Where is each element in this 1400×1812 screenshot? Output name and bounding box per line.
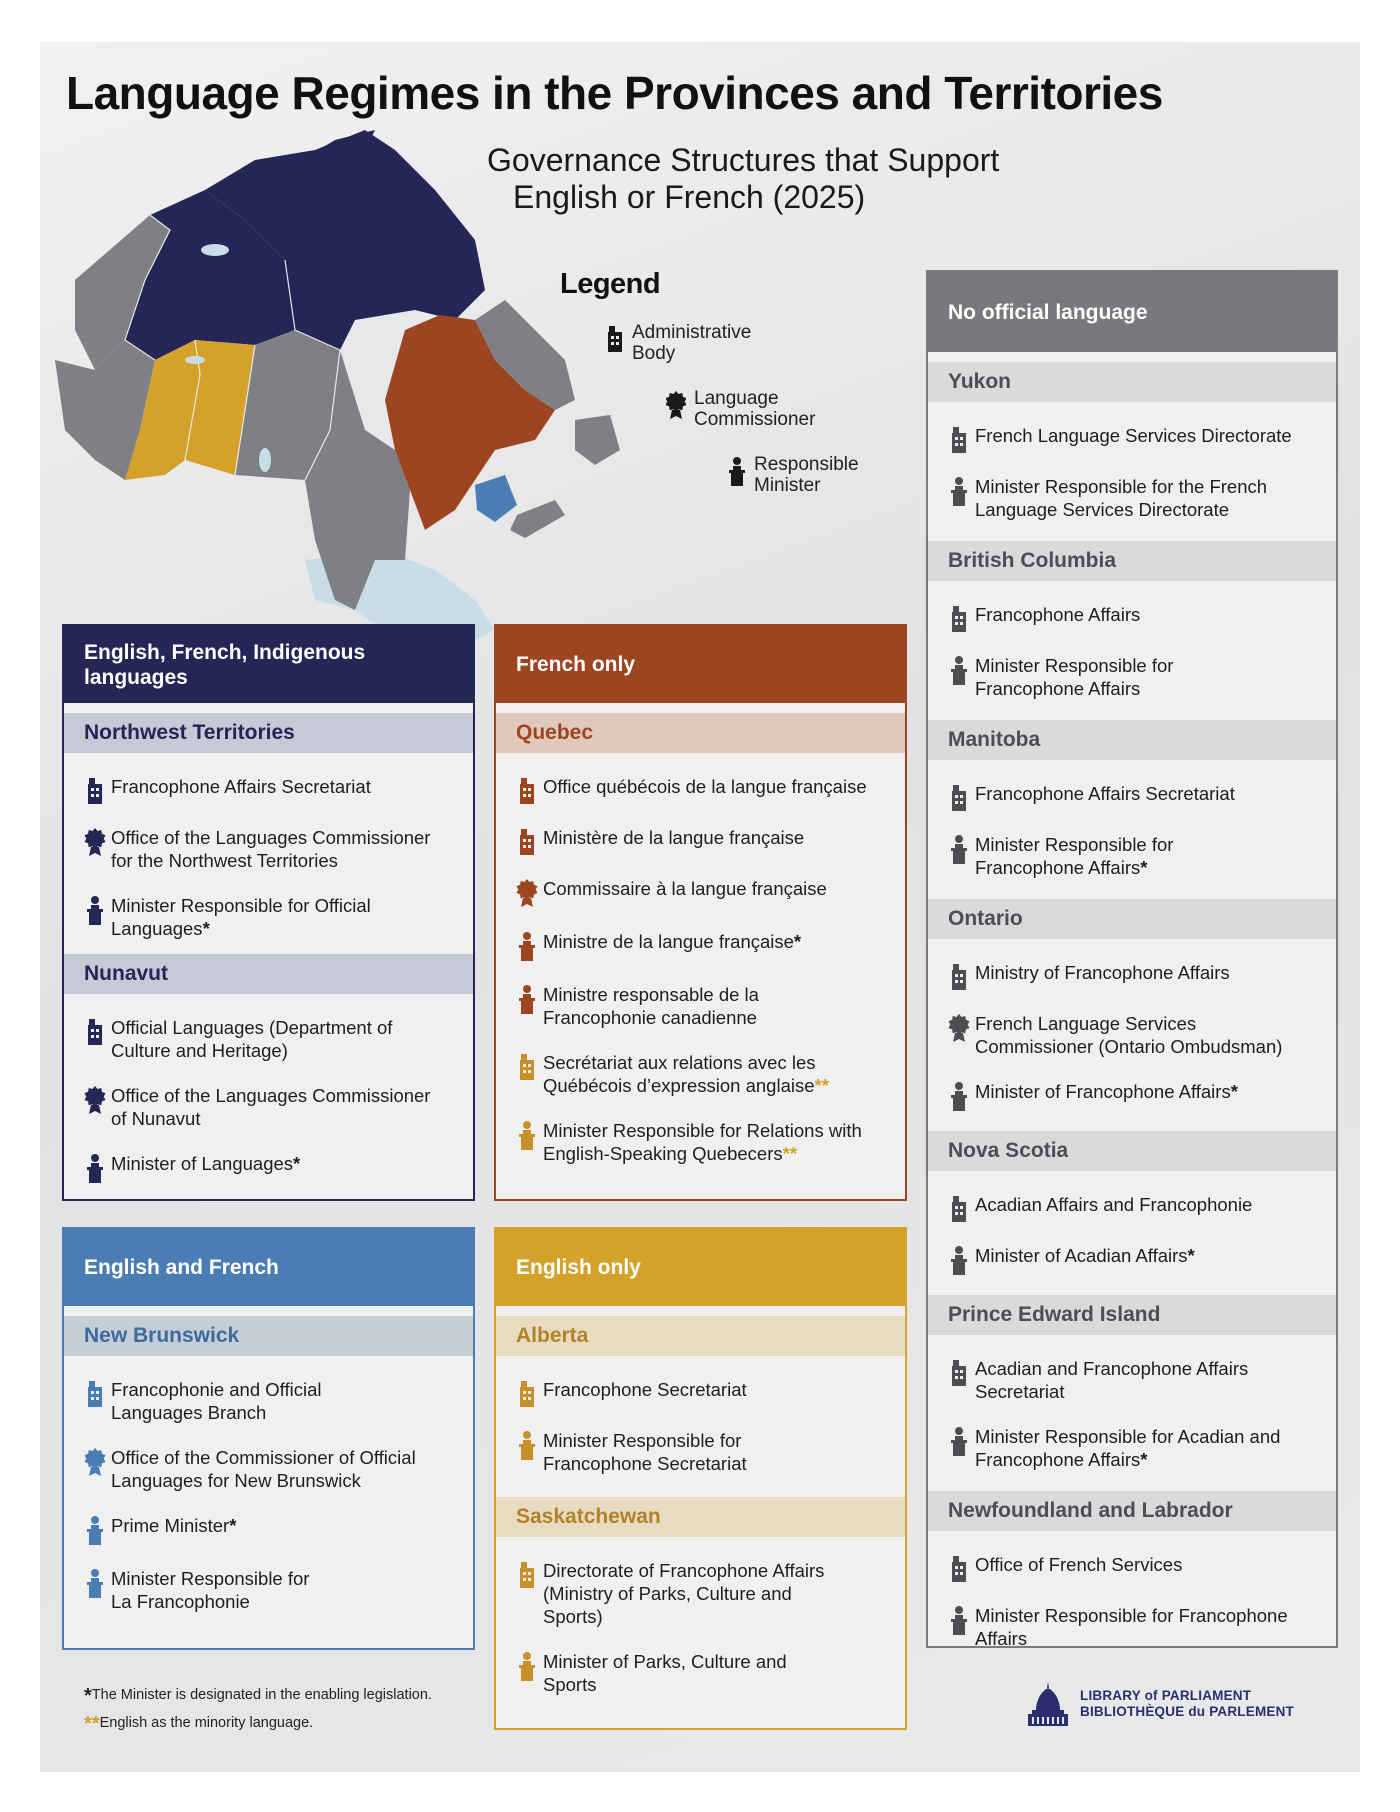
list-item: [64, 1567, 473, 1613]
region-quebec: Quebec: [496, 713, 905, 753]
item-text: Francophone Affairs: [975, 1449, 1141, 1470]
region-ontario: Ontario: [928, 899, 1336, 939]
item-text: Francophone Secretariat: [543, 1379, 747, 1400]
list-item: [64, 775, 473, 804]
region-nova-scotia: Nova Scotia: [928, 1131, 1336, 1171]
list-item: [496, 877, 905, 908]
building-icon: [516, 1379, 538, 1407]
item-text: Official Languages (Department of: [111, 1017, 393, 1038]
list-item: [928, 1080, 1336, 1111]
item-text: Minister Responsible for: [543, 1430, 742, 1451]
list-item: [928, 475, 1336, 521]
subtitle: [487, 142, 1087, 216]
podium-icon: [84, 895, 106, 925]
item-text: for the Northwest Territories: [111, 850, 338, 871]
item-text: of Nunavut: [111, 1108, 201, 1129]
podium-icon: [84, 1153, 106, 1183]
item-text: Minister Responsible for: [111, 1568, 310, 1589]
page-title: Language Regimes in the Provinces and Territories: [66, 67, 1163, 119]
podium-icon: [516, 931, 538, 961]
item-text: Culture and Heritage): [111, 1040, 288, 1061]
item-text: Office of the Languages Commissioner: [111, 1085, 431, 1106]
list-item: [928, 1357, 1336, 1403]
building-icon: [948, 425, 970, 453]
building-icon: [84, 1017, 106, 1045]
podium-icon: [84, 1568, 106, 1598]
item-text: Ministère de la langue française: [543, 827, 805, 848]
subtitle-line-2: English or French (2025): [513, 179, 866, 215]
item-text: French Language Services: [975, 1013, 1197, 1034]
map-lake: [201, 244, 229, 256]
item-text: Secretariat: [975, 1381, 1065, 1402]
building-icon: [516, 1560, 538, 1588]
podium-icon: [84, 1515, 106, 1545]
region-prince-edward-island: Prince Edward Island: [928, 1295, 1336, 1335]
item-text: Affairs: [975, 1628, 1028, 1649]
footnote-mark: *: [1140, 857, 1148, 878]
item-text: Office of the Languages Commissioner: [111, 827, 431, 848]
seal-icon: [516, 878, 538, 908]
item-text: Francophonie canadienne: [543, 1007, 757, 1028]
list-item: [928, 1244, 1336, 1275]
item-text: Minister Responsible for Relations with: [543, 1120, 862, 1141]
podium-icon: [948, 655, 970, 685]
footnote-mark: **: [84, 1713, 100, 1735]
footnote-mark: *: [229, 1515, 237, 1536]
item-text: Office of French Services: [975, 1554, 1183, 1575]
box-header: English and French: [64, 1229, 473, 1306]
library-of-parliament-logo: [1026, 1680, 1294, 1728]
building-icon: [516, 1052, 538, 1080]
building-icon: [948, 962, 970, 990]
item-text: Québécois d’expression anglaise: [543, 1075, 815, 1096]
podium-icon: [948, 1245, 970, 1275]
region-northwest-territories: Northwest Territories: [64, 713, 473, 753]
item-text: Ministre de la langue française: [543, 931, 794, 952]
list-item: [64, 1378, 473, 1424]
region-nunavut: Nunavut: [64, 954, 473, 994]
list-item: [64, 1016, 473, 1062]
building-icon: [948, 783, 970, 811]
list-item: [64, 826, 473, 872]
seal-icon: [84, 1447, 106, 1477]
item-text: Minister Responsible for: [975, 834, 1174, 855]
list-item: [64, 894, 473, 940]
list-item: [928, 1193, 1336, 1222]
footnotes: [84, 1682, 432, 1738]
logo-line: BIBLIOTHÈQUE du PARLEMENT: [1080, 1704, 1294, 1719]
list-item: [928, 961, 1336, 990]
item-text: Acadian Affairs and Francophonie: [975, 1194, 1253, 1215]
list-item: [64, 1514, 473, 1545]
list-item: [496, 983, 905, 1029]
legend-label-line: Administrative: [632, 322, 752, 343]
building-icon: [84, 1379, 106, 1407]
legend-label-line: Body: [632, 343, 676, 364]
podium-icon: [516, 984, 538, 1014]
podium-icon: [948, 1081, 970, 1111]
list-item: [928, 1012, 1336, 1058]
item-text: French Language Services Directorate: [975, 425, 1292, 446]
footnote-mark: *: [1230, 1081, 1238, 1102]
item-text: Languages for New Brunswick: [111, 1470, 361, 1491]
footnote-mark: *: [1187, 1245, 1195, 1266]
item-text: Minister of Parks, Culture and: [543, 1651, 787, 1672]
legend-label-line: Commissioner: [694, 409, 816, 430]
building-icon: [84, 776, 106, 804]
list-item: [64, 1084, 473, 1130]
box-header: [64, 626, 473, 703]
legend-item-responsible-minister: [728, 454, 904, 496]
list-item: [928, 1553, 1336, 1582]
region-newfoundland-and-labrador: Newfoundland and Labrador: [928, 1491, 1336, 1531]
box-english-only: [494, 1227, 907, 1730]
podium-icon: [948, 476, 970, 506]
building-icon: [948, 1358, 970, 1386]
item-text: Prime Minister: [111, 1515, 230, 1536]
item-text: Francophone Affairs: [975, 678, 1141, 699]
building-icon: [948, 604, 970, 632]
item-text: Francophone Affairs Secretariat: [111, 776, 371, 797]
item-text: Office québécois de la langue française: [543, 776, 867, 797]
item-text: Commissioner (Ontario Ombudsman): [975, 1036, 1283, 1057]
seal-icon: [84, 1085, 106, 1115]
item-text: Minister Responsible for: [975, 655, 1174, 676]
item-text: Francophone Affairs: [975, 857, 1141, 878]
item-text: Minister Responsible for Francophone: [975, 1605, 1288, 1626]
footnote-mark: *: [84, 1685, 92, 1707]
item-text: Francophonie and Official: [111, 1379, 322, 1400]
item-text: Minister of Acadian Affairs: [975, 1245, 1188, 1266]
map-nova-scotia: [510, 500, 565, 538]
box-header: English only: [496, 1229, 905, 1306]
footnote-single-star: [84, 1682, 432, 1710]
item-text: Minister Responsible for the French: [975, 476, 1268, 497]
footnote-mark: **: [782, 1143, 798, 1164]
item-text: Sports): [543, 1606, 603, 1627]
list-item: [928, 603, 1336, 632]
list-item: [928, 1604, 1336, 1650]
map-lake: [185, 356, 205, 364]
item-text: Minister of Francophone Affairs: [975, 1081, 1231, 1102]
list-item: [496, 1559, 905, 1628]
list-item: [928, 833, 1336, 879]
footnote-mark: *: [293, 1153, 301, 1174]
logo-text: [1080, 1688, 1294, 1720]
list-item: [928, 1425, 1336, 1471]
podium-icon: [516, 1651, 538, 1681]
footnote-text: The Minister is designated in the enabling legislation.: [91, 1687, 432, 1703]
list-item: [928, 654, 1336, 700]
parliament-library-icon: [1026, 1680, 1070, 1728]
building-icon: [516, 776, 538, 804]
item-text: Secrétariat aux relations avec les: [543, 1052, 816, 1073]
item-text: Francophone Secretariat: [543, 1453, 747, 1474]
podium-icon: [948, 1426, 970, 1456]
footnote-mark: **: [814, 1075, 829, 1096]
building-icon: [948, 1554, 970, 1582]
box-english-french-indigenous: [62, 624, 475, 1201]
box-english-and-french: [62, 1227, 475, 1650]
item-text: Languages: [111, 918, 203, 939]
podium-icon: [948, 1605, 970, 1635]
item-text: Languages Branch: [111, 1402, 267, 1423]
footnote-text: English as the minority language.: [99, 1715, 314, 1731]
legend-item-language-commissioner: [666, 388, 844, 430]
list-item: [496, 1119, 905, 1165]
item-text: English-Speaking Quebecers: [543, 1143, 783, 1164]
footnote-mark: *: [1140, 1449, 1148, 1470]
footnote-mark: *: [793, 931, 802, 952]
footnote-double-star: [84, 1710, 432, 1738]
item-text: Acadian and Francophone Affairs: [975, 1358, 1249, 1379]
region-yukon: Yukon: [928, 362, 1336, 402]
list-item: [496, 930, 905, 961]
building-icon: [516, 827, 538, 855]
item-text: Commissaire à la langue française: [543, 878, 827, 899]
list-item: [496, 1051, 905, 1097]
list-item: [496, 1650, 905, 1696]
item-text: (Ministry of Parks, Culture and: [543, 1583, 792, 1604]
seal-icon: [948, 1013, 970, 1043]
legend-label-line: Minister: [754, 475, 821, 496]
list-item: [496, 1378, 905, 1407]
item-text: Francophone Affairs Secretariat: [975, 783, 1235, 804]
legend-label-line: Language: [694, 388, 779, 409]
podium-icon: [728, 456, 746, 486]
item-text: Minister of Languages: [111, 1153, 294, 1174]
legend-title: Legend: [560, 268, 661, 300]
building-icon: [948, 1194, 970, 1222]
item-text: Language Services Directorate: [975, 499, 1230, 520]
region-new-brunswick: New Brunswick: [64, 1316, 473, 1356]
legend-label-line: Responsible: [754, 454, 859, 475]
list-item: [64, 1446, 473, 1492]
building-icon: [606, 324, 624, 352]
seal-icon: [666, 390, 686, 420]
podium-icon: [948, 834, 970, 864]
list-item: [928, 424, 1336, 453]
map-new-brunswick: [475, 475, 517, 522]
list-item: [928, 782, 1336, 811]
podium-icon: [516, 1430, 538, 1460]
subtitle-line-1: Governance Structures that Support: [487, 142, 1000, 178]
logo-line: LIBRARY of PARLIAMENT: [1080, 1688, 1252, 1703]
box-header: French only: [496, 626, 905, 703]
item-text: Sports: [543, 1674, 597, 1695]
region-saskatchewan: Saskatchewan: [496, 1497, 905, 1537]
region-british-columbia: British Columbia: [928, 541, 1336, 581]
list-item: [496, 826, 905, 855]
item-text: Minister Responsible for Acadian and: [975, 1426, 1281, 1447]
box-french-only: [494, 624, 907, 1201]
box-header-line: languages: [84, 665, 188, 689]
box-header: No official language: [928, 272, 1336, 352]
list-item: [496, 1429, 905, 1475]
box-no-official-language: [926, 270, 1338, 1648]
item-text: La Francophonie: [111, 1591, 250, 1612]
seal-icon: [84, 827, 106, 857]
box-header-line: English, French, Indigenous: [84, 640, 366, 664]
region-manitoba: Manitoba: [928, 720, 1336, 760]
legend-item-administrative-body: [606, 322, 782, 364]
item-text: Ministry of Francophone Affairs: [975, 962, 1230, 983]
legend: [560, 268, 900, 508]
item-text: Minister Responsible for Official: [111, 895, 371, 916]
podium-icon: [516, 1120, 538, 1150]
item-text: Ministre responsable de la: [543, 984, 759, 1005]
list-item: [496, 775, 905, 804]
footnote-mark: *: [202, 918, 210, 939]
map-lake: [259, 448, 271, 472]
region-alberta: Alberta: [496, 1316, 905, 1356]
item-text: Office of the Commissioner of Official: [111, 1447, 416, 1468]
list-item: [64, 1152, 473, 1183]
item-text: Directorate of Francophone Affairs: [543, 1560, 825, 1581]
item-text: Francophone Affairs: [975, 604, 1141, 625]
